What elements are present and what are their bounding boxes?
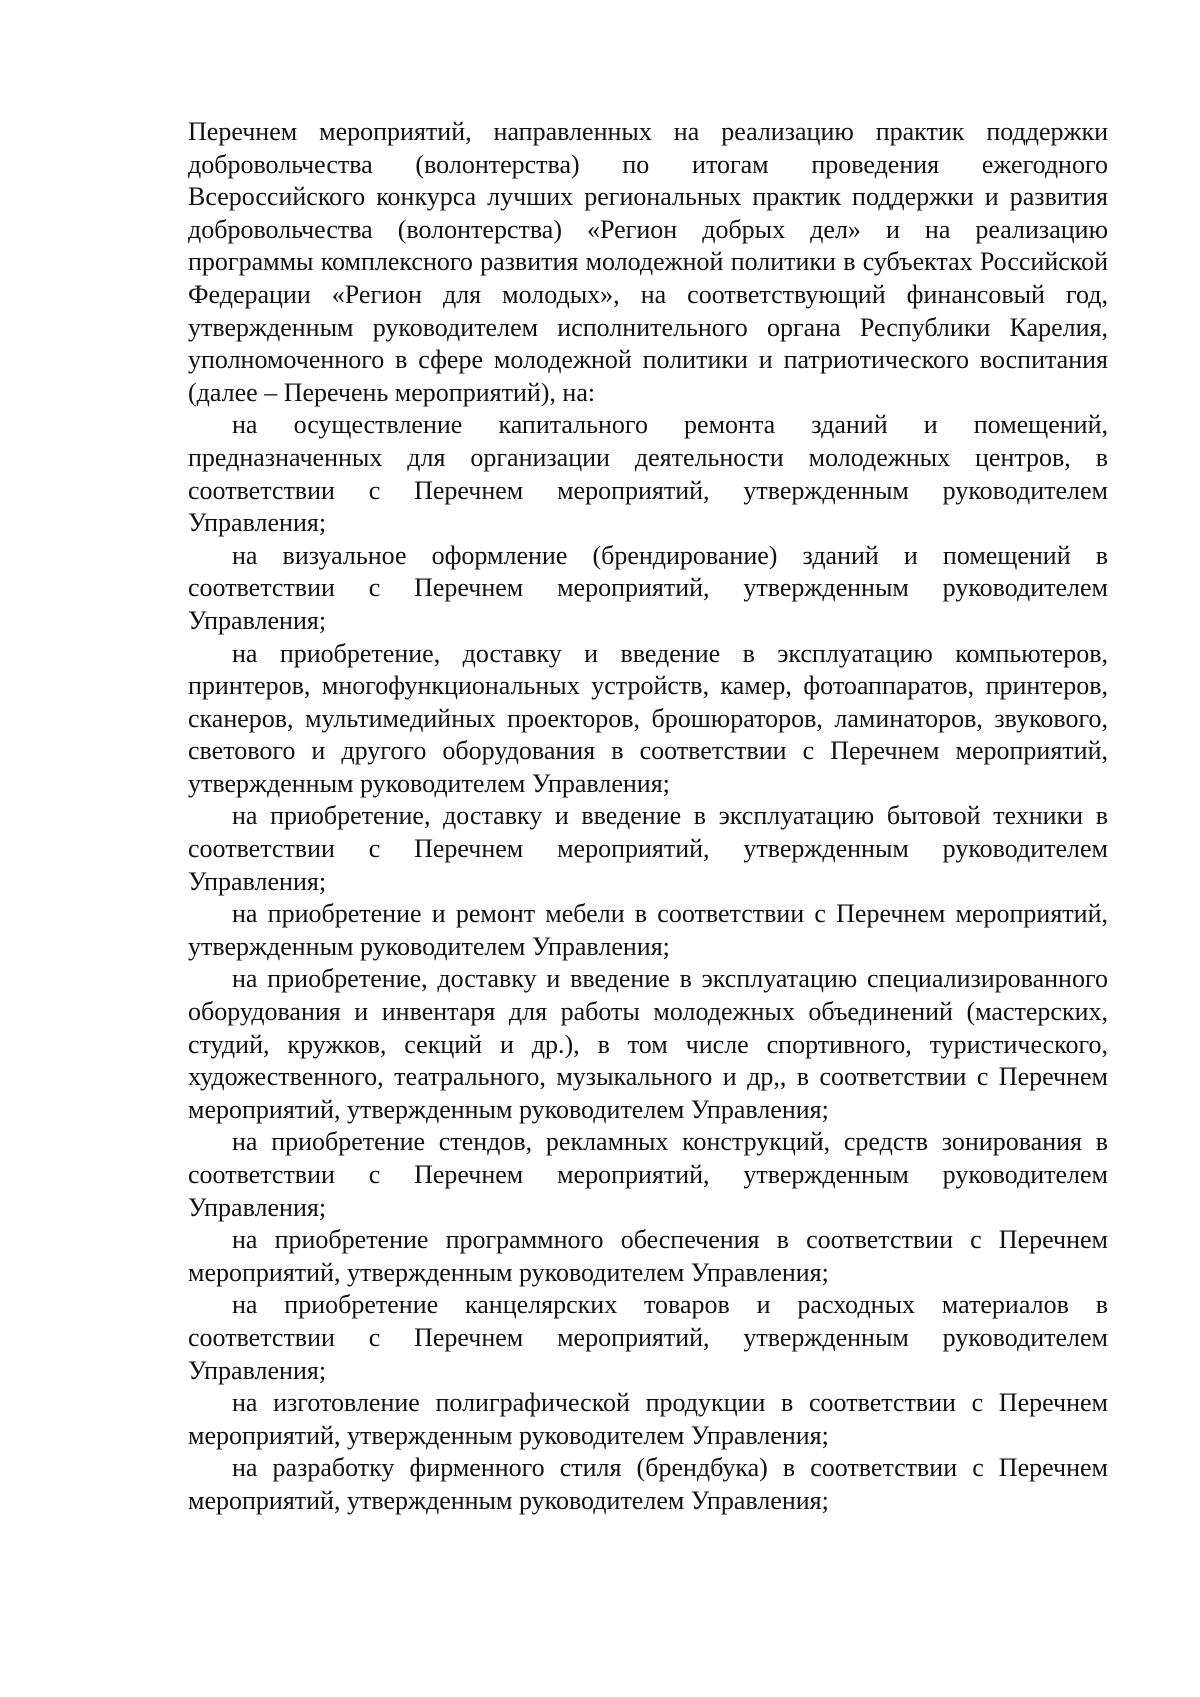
paragraph-software: на приобретение программного обеспечения в соответствии с Перечнем мероприятий, утвержденным руководителем Управления; (188, 1225, 1108, 1287)
paragraph-brandbook: на разработку фирменного стиля (брендбука) в соответствии с Перечнем мероприятий, утвержденным руководителем Управления; (188, 1453, 1108, 1515)
paragraph-printing: на изготовление полиграфической продукции в соответствии с Перечнем мероприятий, утвержденным руководителем Управления; (188, 1388, 1108, 1450)
paragraph-household-appliances: на приобретение, доставку и введение в эксплуатацию бытовой техники в соответствии с Перечнем мероприятий, утвержденным руководителем Управления; (188, 801, 1108, 896)
paragraph-computer-equipment: на приобретение, доставку и введение в эксплуатацию компьютеров, принтеров, многофункциональных устройств, камер, фотоаппаратов, принтеров, сканеров, мультимедийных проекторов, брошюраторов, ламинаторов, звукового, светового и другого оборудования в соответствии с Перечнем мероприятий, утвержденным руководителем Управления; (188, 638, 1108, 798)
document-body (188, 116, 1108, 1518)
paragraph-stands: на приобретение стендов, рекламных конструкций, средств зонирования в соответствии с Перечнем мероприятий, утвержденным руководителем Управления; (188, 1127, 1108, 1222)
paragraph-stationery: на приобретение канцелярских товаров и расходных материалов в соответствии с Перечнем мероприятий, утвержденным руководителем Управления; (188, 1290, 1108, 1385)
paragraph-intro: Перечнем мероприятий, направленных на реализацию практик поддержки добровольчества (волонтерства) по итогам проведения ежегодного Всероссийского конкурса лучших региональных практик поддержки и развития добровольчества (волонтерства) «Регион добрых дел» и на реализацию программы комплексного развития молодежной политики в субъектах Российской Федерации «Регион для молодых», на соответствующий финансовый год, утвержденным руководителем исполнительного органа Республики Карелия, уполномоченного в сфере молодежной политики и патриотического воспитания (далее – Перечень мероприятий), на: (188, 117, 1108, 407)
paragraph-capital-repair: на осуществление капитального ремонта зданий и помещений, предназначенных для организации деятельности молодежных центров, в соответствии с Перечнем мероприятий, утвержденным руководителем Управления; (188, 410, 1108, 538)
paragraph-branding: на визуальное оформление (брендирование) зданий и помещений в соответствии с Перечнем мероприятий, утвержденным руководителем Управления; (188, 540, 1108, 635)
paragraph-furniture: на приобретение и ремонт мебели в соответствии с Перечнем мероприятий, утвержденным руководителем Управления; (188, 899, 1108, 961)
paragraph-specialized-equipment: на приобретение, доставку и введение в эксплуатацию специализированного оборудования и инвентаря для работы молодежных объединений (мастерских, студий, кружков, секций и др.), в том числе спортивного, туристического, художественного, театрального, музыкального и др,, в соответствии с Перечнем мероприятий, утвержденным руководителем Управления; (188, 964, 1108, 1124)
